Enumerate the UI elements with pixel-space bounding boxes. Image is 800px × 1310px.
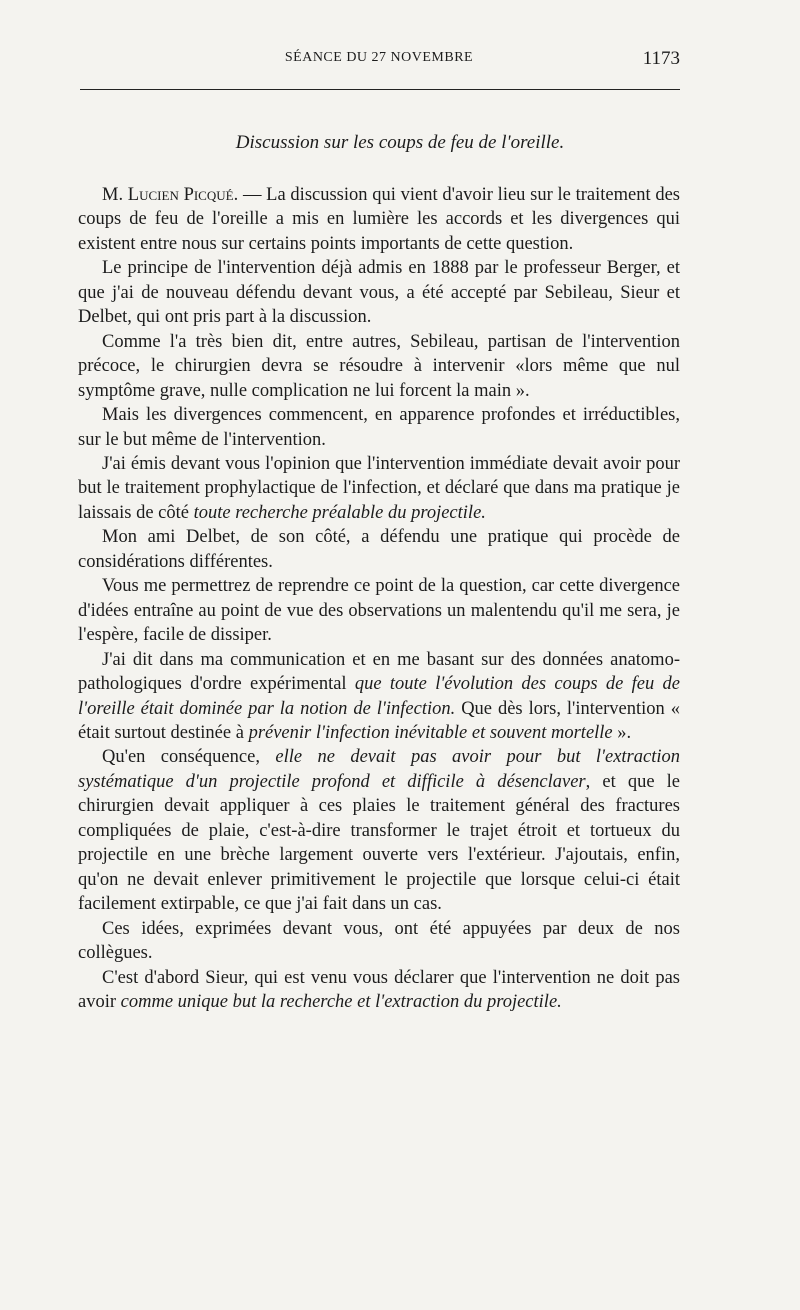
page-header xyxy=(78,50,680,74)
paragraph-5 xyxy=(78,452,680,525)
paragraph-9-text-a: Qu'en conséquence, xyxy=(102,747,276,768)
paragraph-8-text-c: Que dès lors, l'intervention « était surtout destinée à xyxy=(78,698,680,743)
paragraph-3: Comme l'a très bien dit, entre autres, Sebileau, partisan de l'intervention précoce, le chirurgien devra se résoudre à intervenir «lors même que nul symptôme grave, nulle complication ne lui forcent la main ». xyxy=(78,331,680,401)
paragraph-8-emphasis-d: prévenir l'infection inévitable et souvent mortelle xyxy=(248,722,613,743)
paragraph-11 xyxy=(78,966,680,1015)
paragraph-1-text: — La discussion qui vient d'avoir lieu sur le traitement des coups de feu de l'oreille a mis en lumière les accords et les divergences qui existent entre nous sur certains points importants de cette question. xyxy=(78,185,680,254)
paragraph-6: Mon ami Delbet, de son côté, a défendu une pratique qui procède de considérations différentes. xyxy=(78,527,680,572)
paragraph-8-text-e: ». xyxy=(612,722,632,743)
paragraph-5-text: J'ai émis devant vous l'opinion que l'intervention immédiate devait avoir pour but le traitement prophylactique de l'infection, et déclaré que dans ma pratique je laissais de côté xyxy=(78,453,680,523)
paragraph-10: Ces idées, exprimées devant vous, ont été appuyées par deux de nos collègues. xyxy=(78,918,680,964)
paragraph-5-emphasis: toute recherche préalable du projectile. xyxy=(193,502,486,523)
body-text xyxy=(78,183,680,1014)
paragraph-9 xyxy=(78,745,680,916)
speaker-name: M. Lucien Picqué. xyxy=(102,185,239,205)
paragraph-11-text: C'est d'abord Sieur, qui est venu vous déclarer que l'intervention ne doit pas avoir xyxy=(78,967,680,1012)
paragraph-2: Le principe de l'intervention déjà admis en 1888 par le professeur Berger, et que j'ai de nouveau défendu devant vous, a été accepté par Sebileau, Sieur et Delbet, qui ont pris part à la discussion. xyxy=(78,258,680,328)
paragraph-1 xyxy=(78,183,680,256)
paragraph-8-text-a: J'ai dit dans ma communication et en me basant sur des données anatomo-pathologiques d'ordre expérimental xyxy=(78,649,680,695)
paragraph-9-text-c: , et que le chirurgien devait appliquer à ces plaies le traitement général des fractures compliquées de plaie, c'est-à-dire transformer le trajet étroit et tortueux du projectile en une brèche largement ouverte vers l'extérieur. J'ajoutais, enfin, qu'on ne devait enlever primitivement le projectile que lorsque celui-ci était facilement extirpable, ce que j'ai fait dans un cas. xyxy=(78,771,680,915)
paragraph-9-emphasis: elle ne devait pas avoir pour but l'extraction systématique d'un projectile profond et difficile à désenclaver xyxy=(78,747,680,792)
paragraph-8-emphasis-b: que toute l'évolution des coups de feu de l'oreille était dominée par la notion de l'infection. xyxy=(78,674,680,719)
section-title: Discussion sur les coups de feu de l'oreille. xyxy=(235,132,565,153)
paragraph-8 xyxy=(78,648,680,746)
paragraph-4: Mais les divergences commencent, en apparence profondes et irréductibles, sur le but même de l'intervention. xyxy=(78,405,680,450)
paragraph-11-emphasis: comme unique but la recherche et l'extraction du projectile. xyxy=(120,991,562,1012)
running-title: SÉANCE DU 27 NOVEMBRE xyxy=(284,50,474,65)
paragraph-7: Vous me permettrez de reprendre ce point de la question, car cette divergence d'idées entraîne au point de vue des observations un malentendu qu'il me sera, je l'espère, facile de dissiper. xyxy=(78,576,680,646)
header-rule xyxy=(80,89,680,90)
page-number: 1173 xyxy=(642,48,680,69)
